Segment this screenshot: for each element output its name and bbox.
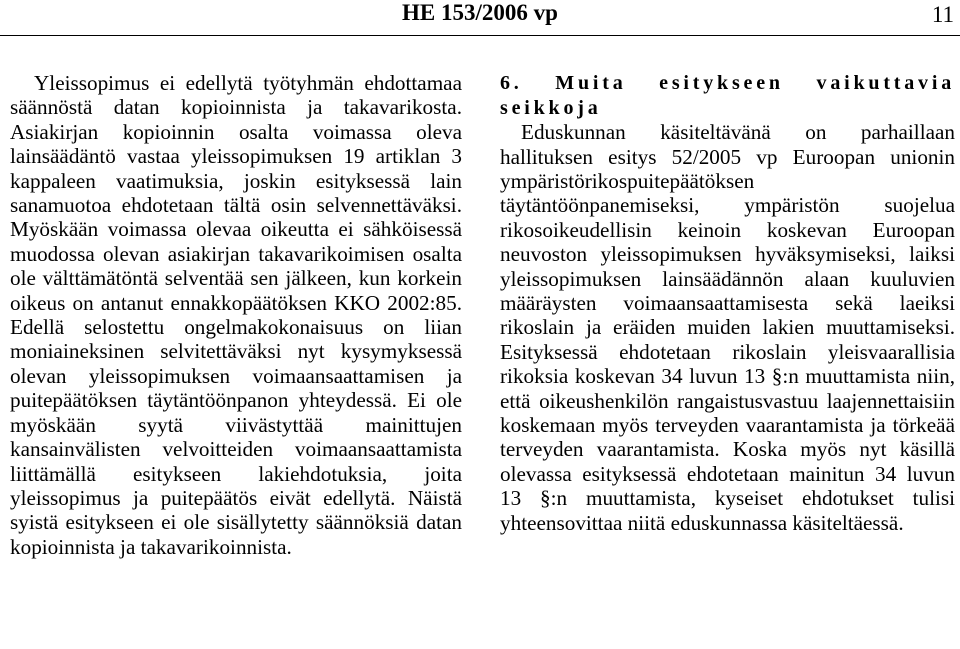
right-paragraph: Eduskunnan käsiteltävänä on parhaillaan hallituksen esitys 52/2005 vp Euroopan unionin ympäristörikospuitepäätöksen täytäntöönpanemiseksi, ympäristön suojelua rikosoikeudellisin keinoin koskevan Euroopan neuvoston yleissopimuksen hyväksymiseksi, laiksi yleissopimuksen lainsäädännön alaan kuuluvien määräysten voimaansaattamisesta sekä laeiksi rikoslain ja eräiden muiden lakien muuttamiseksi. Esityksessä ehdotetaan rikoslain yleisvaarallisia rikoksia koskevan 34 luvun 13 §:n muuttamista niin, että oikeushenkilön rangaistusvastuu laajennettaisiin koskemaan myös terveyden vaarantamista ja törkeää terveyden vaarantamista. Koska myös nyt käsillä olevassa esityksessä ehdotetaan mainitun 34 luvun 13 §:n muuttamista, kyseiset ehdotukset tulisi yhteensovittaa niitä eduskunnassa käsiteltäessä.: [500, 120, 955, 535]
document-id: HE 153/2006 vp: [402, 0, 558, 25]
page-header: [0, 0, 960, 36]
left-column: [10, 71, 462, 559]
page-number: 11: [931, 2, 954, 27]
header-rule: [0, 35, 960, 36]
right-column: [500, 71, 955, 535]
section-heading: 6. Muita esitykseen vaikuttavia seikkoja: [500, 72, 955, 119]
left-paragraph: Yleissopimus ei edellytä työtyhmän ehdottamaa säännöstä datan kopioinnista ja takavarikosta. Asiakirjan kopioinnin osalta voimassa oleva lainsäädäntö vastaa yleissopimuksen 19 artiklan 3 kappaleen vaatimuksia, joskin esityksessä lain sanamuotoa ehdotetaan tältä osin selvennettäväksi. Myöskään voimassa olevaa oikeutta ei sähköisessä muodossa olevan asiakirjan takavarikoimisen osalta ole välttämätöntä selventää sen jälkeen, kun korkein oikeus on antanut ennakkopäätöksen KKO 2002:85. Edellä selostettu ongelmakokonaisuus on liian moniaineksinen selvitettäväksi nyt kysymyksessä olevan yleissopimuksen voimaansaattamisen ja puitepäätöksen täytäntöönpanon yhteydessä. Ei ole myöskään syytä viivästyttää mainittujen kansainvälisten velvoitteiden voimaansaattamista liittämällä esitykseen lakiehdotuksia, joita yleissopimus ja puitepäätös eivät edellytä. Näistä syistä esitykseen ei ole sisällytetty säännöksiä datan kopioinnista ja takavarikoinnista.: [10, 71, 462, 559]
